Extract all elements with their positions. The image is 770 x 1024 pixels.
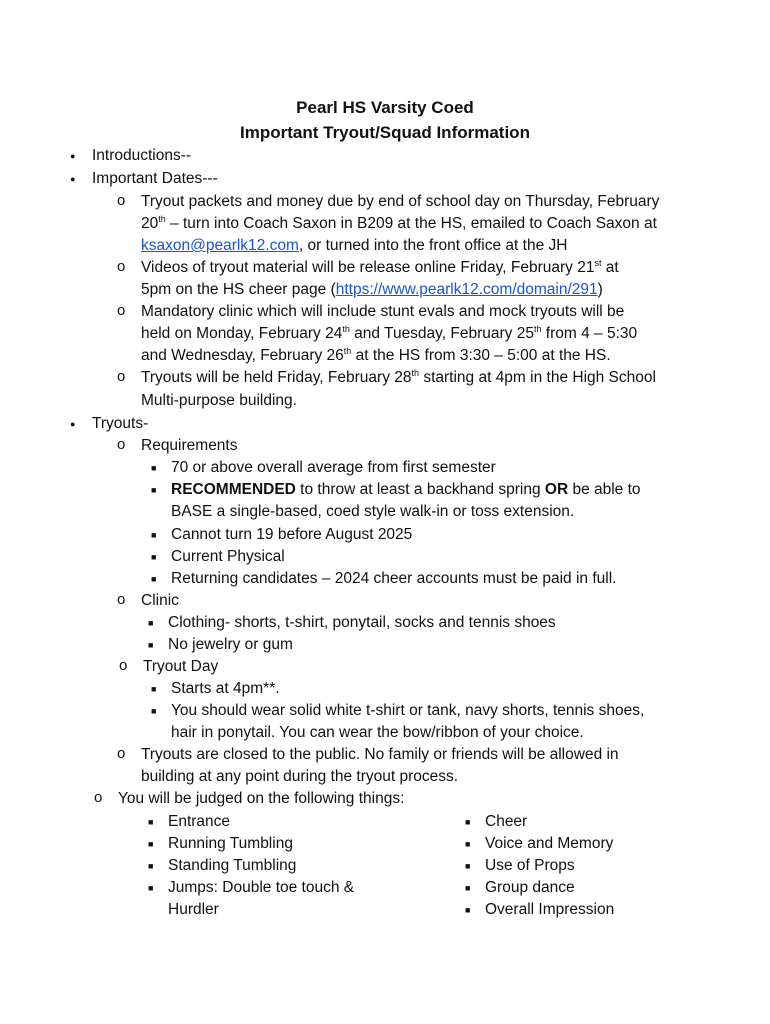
judged-item-left-cont: Hurdler (168, 901, 219, 918)
judged-item-right: ■ Overall Impression (485, 899, 614, 921)
judged-item-left: ■ Jumps: Double toe touch & (168, 877, 354, 899)
judged-item-left: ■ Entrance (168, 811, 230, 833)
date-item-tryouts-line2: Multi-purpose building. (141, 392, 297, 409)
closed-notice: o Tryouts are closed to the public. No family or friends will be allowed in (141, 744, 619, 766)
date-item-clinic: o Mandatory clinic which will include stunt evals and mock tryouts will be (141, 301, 624, 323)
date-item-videos: o Videos of tryout material will be release online Friday, February 21st at (141, 257, 619, 279)
clinic-item: ■ No jewelry or gum (168, 634, 293, 656)
judged-item-left: ■ Running Tumbling (168, 833, 293, 855)
date-item-packets-line3: ksaxon@pearlk12.com, or turned into the front office at the JH (141, 237, 568, 254)
date-item-packets-line2: 20th – turn into Coach Saxon in B209 at the HS, emailed to Coach Saxon at (141, 214, 657, 232)
date-item-videos-line2: 5pm on the HS cheer page (https://www.pearlk12.com/domain/291) (141, 281, 603, 298)
requirement-item-cont: BASE a single-based, coed style walk-in or toss extension. (171, 503, 575, 520)
judged-item-right: ■ Cheer (485, 811, 527, 833)
closed-notice-cont: building at any point during the tryout process. (141, 768, 459, 785)
requirements-heading: o Requirements (141, 435, 238, 457)
document-title: Pearl HS Varsity Coed (296, 98, 474, 117)
judged-item-left: ■ Standing Tumbling (168, 855, 296, 877)
date-item-clinic-line3: and Wednesday, February 26th at the HS from 3:30 – 5:00 at the HS. (141, 346, 611, 364)
bullet-introductions: ● Introductions-- (92, 145, 191, 167)
clinic-item: ■ Clothing- shorts, t-shirt, ponytail, socks and tennis shoes (168, 612, 556, 634)
cheer-page-link[interactable]: https://www.pearlk12.com/domain/291 (335, 281, 598, 298)
bullet-tryouts: ● Tryouts- (92, 413, 148, 435)
document-subtitle: Important Tryout/Squad Information (240, 123, 530, 142)
date-item-tryouts: o Tryouts will be held Friday, February 28th starting at 4pm in the High School (141, 367, 656, 389)
judged-heading: o You will be judged on the following things: (118, 788, 404, 810)
tryout-day-item: ■ You should wear solid white t-shirt or tank, navy shorts, tennis shoes, (171, 700, 644, 722)
clinic-heading: o Clinic (141, 590, 179, 612)
requirement-item: ■ RECOMMENDED to throw at least a backhand spring OR be able to (171, 479, 641, 501)
requirement-item: ■ 70 or above overall average from first semester (171, 457, 496, 479)
tryout-day-item-cont: hair in ponytail. You can wear the bow/ribbon of your choice. (171, 724, 584, 741)
date-item-clinic-line2: held on Monday, February 24th and Tuesday, February 25th from 4 – 5:30 (141, 324, 638, 342)
judged-item-right: ■ Voice and Memory (485, 833, 613, 855)
requirement-item: ■ Cannot turn 19 before August 2025 (171, 524, 412, 546)
date-item-packets: o Tryout packets and money due by end of school day on Thursday, February (141, 191, 659, 213)
requirement-item: ■ Current Physical (171, 546, 285, 568)
bullet-important-dates: ● Important Dates--- (92, 168, 218, 190)
tryout-day-heading: o Tryout Day (143, 656, 218, 678)
judged-item-right: ■ Group dance (485, 877, 575, 899)
email-link[interactable]: ksaxon@pearlk12.com (141, 237, 299, 254)
judged-item-right: ■ Use of Props (485, 855, 575, 877)
requirement-item: ■ Returning candidates – 2024 cheer accounts must be paid in full. (171, 568, 616, 590)
tryout-day-item: ■ Starts at 4pm**. (171, 678, 280, 700)
